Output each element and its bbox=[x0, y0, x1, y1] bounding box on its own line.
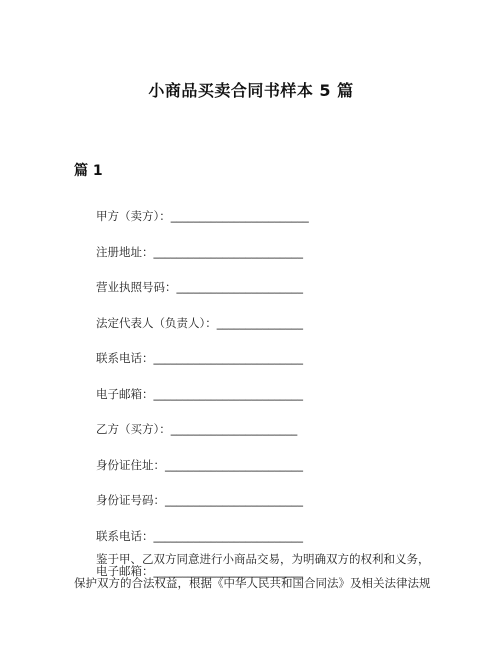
document-title: 小商品买卖合同书样本 5 篇 bbox=[148, 81, 354, 100]
field-registered-address: 注册地址：__________________________ bbox=[96, 244, 303, 259]
field-id-address: 身份证住址：________________________ bbox=[96, 457, 303, 472]
field-legal-representative: 法定代表人（负责人）：_______________ bbox=[96, 315, 303, 330]
field-seller-email: 电子邮箱：__________________________ bbox=[96, 386, 303, 401]
section-heading: 篇 1 bbox=[74, 163, 103, 179]
field-buyer: 乙方（买方）：______________________ bbox=[96, 422, 298, 436]
preamble-line-2: 保护双方的合法权益，根据《中华人民共和国合同法》及相关法律法规 bbox=[74, 576, 431, 590]
party-info-fields bbox=[96, 208, 426, 599]
field-id-number: 身份证号码：________________________ bbox=[96, 493, 303, 507]
field-seller: 甲方（卖方）：________________________ bbox=[96, 209, 309, 223]
contract-preamble bbox=[74, 547, 446, 595]
field-buyer-phone: 联系电话：__________________________ bbox=[96, 528, 303, 543]
field-seller-phone: 联系电话：__________________________ bbox=[96, 351, 303, 365]
field-business-license: 营业执照号码：______________________ bbox=[96, 280, 303, 294]
preamble-line-1: 鉴于甲、乙双方同意进行小商品交易，为明确双方的权利和义务， bbox=[96, 552, 430, 566]
field-buyer-email: 电子邮箱：__________________________ bbox=[96, 564, 303, 578]
